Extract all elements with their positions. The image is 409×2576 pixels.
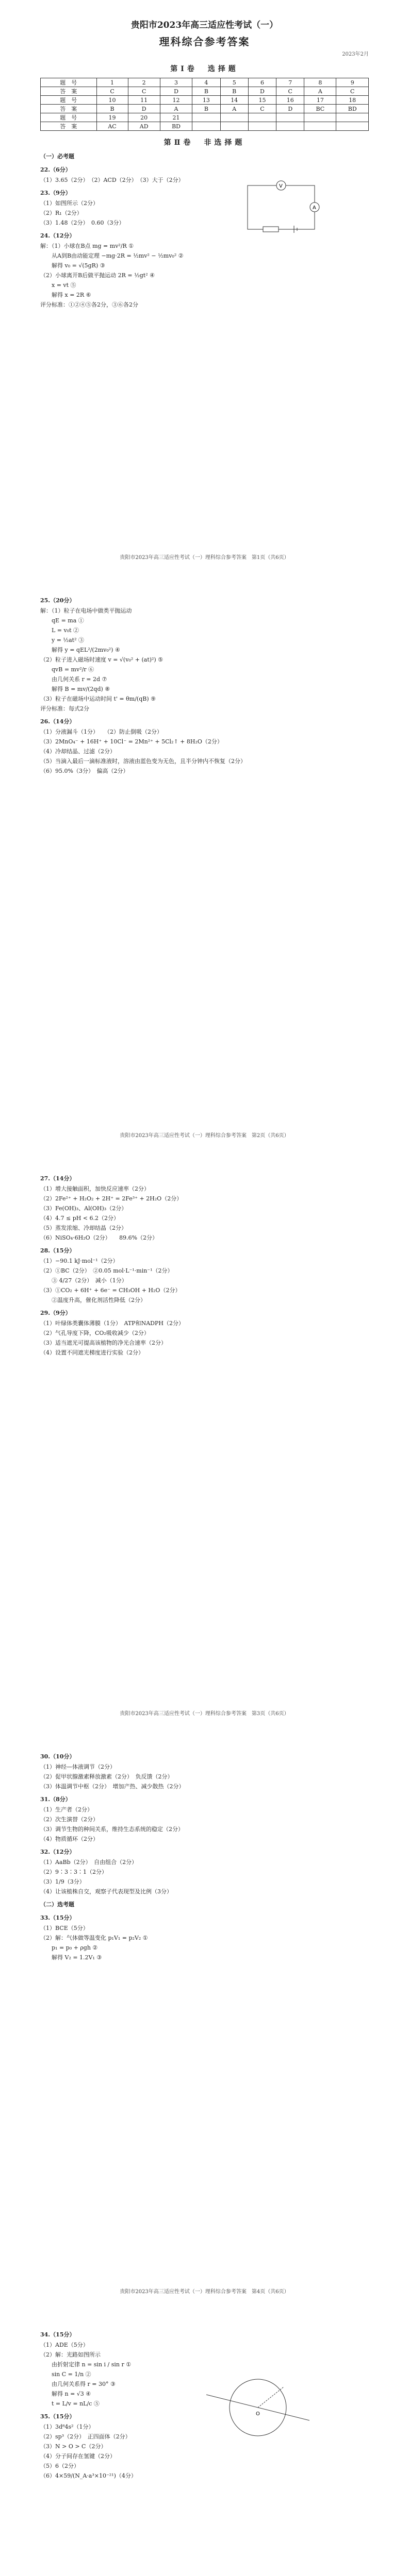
answer-line: 解得 B = mv/(2qd) ⑧ [40,686,110,692]
answer-table-cell: 17 [304,96,336,105]
answer-table-row [41,122,369,131]
answer-line: 解得 v₀ = √(5gR) ③ [40,262,105,269]
answer-line: （2）粒子进入磁场时速度 v = √(v₀² + (at)²) ⑤ [40,656,163,663]
answer-line: 35.（15分） [40,2413,75,2420]
answer-table-cell: AD [128,122,160,131]
answer-line: （1）BCE（5分） [40,1925,89,1931]
answer-table-cell [192,113,220,122]
answer-line: （一）必考题 [40,153,74,160]
answer-table-row [41,78,369,87]
answer-table-cell: BD [160,122,192,131]
answer-table-cell: C [128,87,160,96]
page-footer: 贵阳市2023年高三适应性考试（一）理科综合参考答案 第4页（共6页） [120,2289,289,2295]
answer-line: （3）体温调节中枢（2分） 增加产热、减少散热（2分） [40,1783,185,1790]
answer-line: 25.（20分） [40,597,75,604]
answer-table-cell: A [304,87,336,96]
answer-line: ②温度升高，催化剂活性降低（2分） [40,1297,146,1303]
answer-table-cell: 9 [336,78,369,87]
answer-line: （4）分子间存在氢键（2分） [40,2453,116,2460]
answer-table-cell: 19 [96,113,128,122]
answer-table-cell: 11 [128,96,160,105]
answer-table-row-label: 题 号 [41,113,97,122]
answer-line: （1）分液漏斗（1分） （2）防止倒吸（2分） [40,728,162,735]
answer-table-cell: 7 [276,78,304,87]
answer-line: （2）促甲状腺激素释放激素（2分） 负反馈（2分） [40,1773,173,1780]
answer-line: （1）叶绿体类囊体薄膜（1分） ATP和NADPH（2分） [40,1320,184,1327]
answer-table-cell: C [336,87,369,96]
answer-line: （1）3d⁸4s²（1分） [40,2424,94,2430]
answer-table-row-label: 答 案 [41,122,97,131]
answer-line: （3）①CO₂ + 6H⁺ + 6e⁻ = CH₃OH + H₂O（2分） [40,1287,181,1294]
answer-line: （3）1/9（3分） [40,1878,85,1885]
answer-table-cell: 8 [304,78,336,87]
answer-line: （3）调节生物的种间关系，维持生态系统的稳定（2分） [40,1826,184,1833]
page-5 [0,2312,409,2576]
answer-table-cell: D [128,105,160,113]
answer-table-cell: 18 [336,96,369,105]
answer-table-cell: 3 [160,78,192,87]
document-title: 贵阳市2023年高三适应性考试（一） [130,20,279,30]
answer-line: t = L/v = nL/c ⑤ [40,2400,100,2407]
answer-line: 26.（14分） [40,718,75,725]
answer-table-cell: 15 [248,96,276,105]
answer-line: 33.（15分） [40,1914,75,1921]
answer-table-cell: A [220,105,248,113]
answer-table-cell [220,122,248,131]
answer-line: 28.（15分） [40,1247,75,1254]
answer-table-cell: 14 [220,96,248,105]
answer-line: （3）1.48（2分） 0.60（3分） [40,219,125,226]
answer-line: （5）蒸发浓缩、冷却结晶（2分） [40,1225,127,1231]
answer-line: 24.（12分） [40,232,75,239]
answer-line: （2）sp³（2分） 正四面体（2分） [40,2433,131,2440]
answer-table-cell: 20 [128,113,160,122]
answer-line: 30.（10分） [40,1753,75,1760]
answer-table-cell: 12 [160,96,192,105]
answer-table-cell: B [192,87,220,96]
answer-line: （1）ADE（5分） [40,2342,89,2348]
answer-line: （4）设置不同遮光梯度进行实验（2分） [40,1349,144,1356]
answer-line: （3）2MnO₄⁻ + 16H⁺ + 10Cl⁻ = 2Mn²⁺ + 5Cl₂↑ + 8H₂O（2分） [40,738,223,745]
answer-table-cell: C [248,105,276,113]
answer-line: （1）如图所示（2分） [40,200,99,207]
answer-table-cell [220,113,248,122]
answer-table-row [41,113,369,122]
answer-table-cell [304,122,336,131]
answer-table-row [41,96,369,105]
answer-line: （4）让该植株自交，观察子代表现型及比例（3分） [40,1888,172,1895]
answer-table-cell: 21 [160,113,192,122]
answer-line: （1）生产者（2分） [40,1806,93,1813]
answer-table-cell: 6 [248,78,276,87]
answer-line: 解：（1）小球在B点 mg = mv²/R ① [40,243,134,249]
answer-table-cell: 4 [192,78,220,87]
answer-line: （2）小球离开B后做平抛运动 2R = ½gt² ④ [40,272,155,279]
answer-table-cell: D [160,87,192,96]
answer-line: （1）3.65（2分） （2）ACD（2分） （3）大于（2分） [40,177,184,183]
page-2-content [40,596,369,776]
answer-line: （6）4×59/(N_A·a³×10⁻²¹)（4分） [40,2472,137,2479]
answer-line: 解得 y = qEL²/(2mv₀²) ④ [40,647,120,653]
answer-line: 由几何关系 r = 2d ⑦ [40,676,107,683]
answer-table-cell [304,113,336,122]
page-footer: 贵阳市2023年高三适应性考试（一）理科综合参考答案 第2页（共6页） [120,1133,289,1139]
document-date: 2023年2月 [342,52,369,57]
answer-table-cell [336,122,369,131]
answer-line: （4）冷却结晶、过滤（2分） [40,748,116,755]
answer-line: （2）①BC（2分） ②0.05 mol·L⁻¹·min⁻¹（2分） [40,1267,173,1274]
page-4 [0,1734,409,2312]
part1-heading: 第Ⅰ卷 选择题 [170,65,239,73]
svg-text:A: A [313,205,316,211]
answer-line: 解得 n = √3 ④ [40,2391,91,2397]
answer-table-cell: 13 [192,96,220,105]
answer-table-row [41,87,369,96]
answer-line: （5）6（2分） [40,2463,79,2469]
answer-table-row-label: 答 案 [41,87,97,96]
answer-line: x = vt ⑤ [40,282,76,289]
answer-line: sin C = 1/n ② [40,2371,91,2378]
answer-line: （6）95.0%（3分） 偏高（2分） [40,768,129,774]
answer-line: qvB = mv²/r ⑥ [40,666,94,673]
answer-line: y = ½at² ③ [40,637,84,643]
answer-line: （3）适当遮光可提高该植物的净光合速率（2分） [40,1340,167,1346]
answer-line: （1）神经—体液调节（2分） [40,1764,116,1770]
answer-table-row-label: 题 号 [41,96,97,105]
answer-table-cell: AC [96,122,128,131]
answer-line: p₁ = p₀ + ρgh ② [40,1944,98,1951]
page-5-content [40,2330,369,2481]
answer-line: （2）解：气体做等温变化 p₁V₁ = p₂V₂ ① [40,1935,148,1941]
answer-table-cell: B [96,105,128,113]
answer-line: L = v₀t ② [40,627,79,634]
answer-table-cell: C [96,87,128,96]
page-3-content [40,1174,369,1358]
answer-table-row-label: 答 案 [41,105,97,113]
answer-line: （1）AaBb（2分） 自由组合（2分） [40,1859,138,1866]
answer-line: （2）解：光路如图所示 [40,2351,101,2358]
answer-line: （2）R₁（2分） [40,210,83,216]
answer-line: （3）Fe(OH)₃、Al(OH)₃（2分） [40,1205,127,1212]
answer-table-cell: 5 [220,78,248,87]
answer-line: 解得 V₂ = 1.2V₁ ③ [40,1954,102,1961]
answer-line: （2）气孔导度下降，CO₂吸收减少（2分） [40,1330,150,1336]
answer-line: （3）粒子在磁场中运动时间 t' = θm/(qB) ⑨ [40,696,156,702]
part2-heading: 第Ⅱ卷 非选择题 [163,139,246,147]
page-1 [0,0,409,578]
answer-line: （1）增大接触面积，加快反应速率（2分） [40,1185,150,1192]
answer-line: 31.（8分） [40,1796,71,1803]
answer-table-cell: 2 [128,78,160,87]
answer-line: （5）当滴入最后一滴标准液时，溶液由蓝色变为无色，且半分钟内不恢复（2分） [40,758,246,765]
answer-table [40,78,369,131]
answer-line: 22.（6分） [40,166,71,173]
answer-line: 32.（12分） [40,1849,75,1855]
answer-line: （二）选考题 [40,1901,74,1908]
answer-table-cell [276,122,304,131]
svg-text:O: O [256,2411,260,2417]
answer-line: 解：（1）粒子在电场中做类平抛运动 [40,607,132,614]
answer-line: 评分标准：每式2分 [40,705,89,712]
optics-diagram [206,2374,309,2441]
answer-table-cell: 16 [276,96,304,105]
svg-text:V: V [279,183,283,189]
answer-line: 34.（15分） [40,2331,75,2338]
answer-line: （2）2Fe²⁺ + H₂O₂ + 2H⁺ = 2Fe³⁺ + 2H₂O（2分） [40,1195,183,1202]
answer-table-cell [336,113,369,122]
page-footer: 贵阳市2023年高三适应性考试（一）理科综合参考答案 第1页（共6页） [120,555,289,561]
answer-table-cell [248,113,276,122]
page-2 [0,578,409,1156]
answer-table-row [41,105,369,113]
answer-table-cell: B [192,105,220,113]
answer-line: （1）−90.1 kJ·mol⁻¹（2分） [40,1258,119,1264]
answer-line: 27.（14分） [40,1175,75,1182]
answer-line: （4）4.7 ≤ pH < 6.2（2分） [40,1215,120,1222]
answer-line: （2）次生演替（2分） [40,1816,99,1823]
answer-table-cell: B [220,87,248,96]
answer-line: ③ 4/27（2分） 减小（1分） [40,1277,127,1284]
page-footer: 贵阳市2023年高三适应性考试（一）理科综合参考答案 第3页（共6页） [120,1711,289,1717]
answer-table-cell: D [248,87,276,96]
page-3 [0,1156,409,1734]
answer-line: 29.（9分） [40,1310,71,1316]
answer-table-cell: D [276,105,304,113]
answer-table-row-label: 题 号 [41,78,97,87]
answer-table-cell: BD [336,105,369,113]
answer-line: 由几何关系得 r = 30° ③ [40,2381,116,2387]
answer-table-cell: 10 [96,96,128,105]
answer-line: （6）NiSO₄·6H₂O（2分） 89.6%（2分） [40,1234,158,1241]
answer-line: （2）9∶3∶3∶1（2分） [40,1869,107,1875]
answer-line: 由折射定律 n = sin i / sin r ① [40,2361,132,2368]
answer-table-cell [248,122,276,131]
document-subtitle: 理科综合参考答案 [159,36,250,48]
answer-table-cell [276,113,304,122]
answer-line: qE = ma ① [40,617,84,624]
answer-table-cell: BC [304,105,336,113]
answer-table-cell: A [160,105,192,113]
answer-line: 从A到B由动能定理 −mg·2R = ½mv² − ½mv₀² ② [40,252,184,259]
answer-line: （3）N > O > C（2分） [40,2443,107,2450]
answer-line: 23.（9分） [40,190,71,196]
answer-table-cell: 1 [96,78,128,87]
answer-line: 解得 x = 2R ⑥ [40,292,91,298]
answer-table-cell: C [276,87,304,96]
answer-line: （4）物质循环（2分） [40,1836,99,1842]
answer-line: 评分标准：①②④⑤各2分，③⑥各2分 [40,301,138,308]
circuit-diagram [242,180,320,237]
answer-table-cell [192,122,220,131]
page-4-content [40,1752,369,1962]
